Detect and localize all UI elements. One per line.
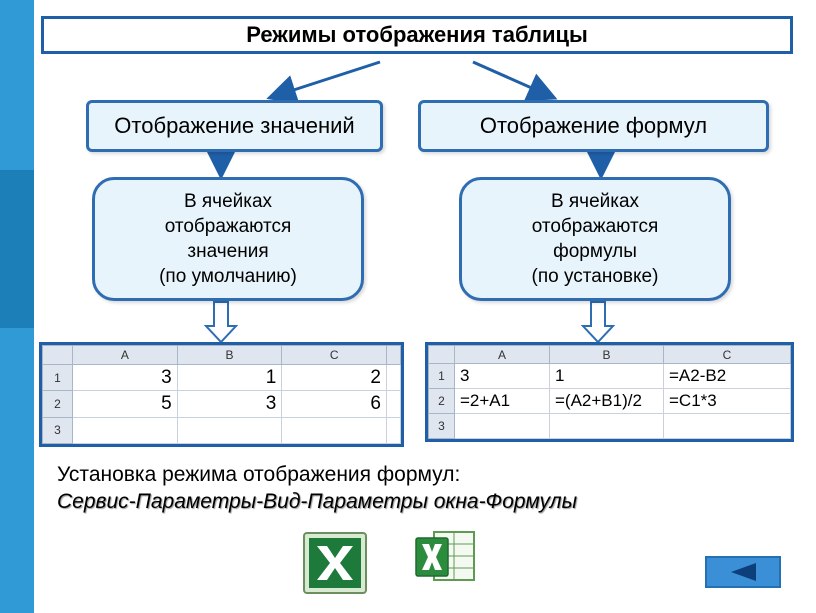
spreadsheet-formulas: [425, 342, 794, 442]
column-header: B: [177, 346, 282, 365]
cell-c2: =C1*3: [664, 389, 791, 414]
column-header: C: [664, 346, 791, 364]
cell-a2: =2+A1: [455, 389, 550, 414]
desc-values-line: отображаются: [164, 216, 292, 237]
cell-b2: =(A2+B1)/2: [550, 389, 664, 414]
cell-filler: [387, 364, 401, 390]
column-header: A: [455, 346, 550, 364]
column-header-filler: [387, 346, 401, 365]
cell-c2: 6: [282, 391, 387, 417]
cell-a1: 3: [73, 364, 178, 390]
cell-a3: [73, 417, 178, 443]
column-header: A: [73, 346, 178, 365]
row-header: 1: [43, 364, 73, 390]
corner-cell: [429, 346, 455, 364]
row-header: 3: [43, 417, 73, 443]
cell-a3: [455, 414, 550, 439]
excel-icon-new[interactable]: [414, 528, 476, 584]
back-button[interactable]: [705, 556, 781, 588]
row-header: 3: [429, 414, 455, 439]
mode-formulas-label: Отображение формул: [479, 113, 708, 138]
cell-c1: =A2-B2: [664, 364, 791, 389]
cell-b3: [550, 414, 664, 439]
desc-values-line: значения: [187, 241, 269, 262]
cell-c1: 2: [282, 364, 387, 390]
caption-line: Установка режима отображения формул:: [57, 463, 461, 486]
row-header: 2: [429, 389, 455, 414]
cell-a1: 3: [455, 364, 550, 389]
cell-b1: 1: [177, 364, 282, 390]
cell-b1: 1: [550, 364, 664, 389]
desc-formulas-line: В ячейках: [550, 191, 640, 212]
mode-formulas-box: [418, 100, 769, 152]
arrow-title-to-values: [272, 62, 380, 97]
row-header: 1: [429, 364, 455, 389]
arrow-title-to-formulas: [473, 62, 552, 97]
column-header: B: [550, 346, 664, 364]
back-arrow-icon: [728, 561, 758, 583]
mode-values-box: [86, 100, 383, 152]
excel-icon-old[interactable]: [303, 532, 367, 594]
cell-c3: [282, 417, 387, 443]
block-arrow-formulas: [583, 302, 613, 342]
row-header: 2: [43, 391, 73, 417]
corner-cell: [43, 346, 73, 365]
instruction-caption: [57, 461, 577, 515]
desc-values-box: [92, 177, 364, 301]
diagram-title: Режимы отображения таблицы: [41, 16, 793, 54]
desc-formulas-line: формулы: [553, 241, 637, 262]
menu-path: Сервис-Параметры-Вид-Параметры окна-Формулы: [57, 490, 578, 513]
block-arrow-values: [206, 302, 236, 342]
desc-formulas-box: [459, 177, 731, 301]
cell-filler: [387, 417, 401, 443]
spreadsheet-values: [39, 342, 404, 447]
cell-c3: [664, 414, 791, 439]
desc-formulas-line: (по установке): [531, 266, 659, 287]
desc-values-line: В ячейках: [183, 191, 273, 212]
desc-formulas-line: отображаются: [531, 216, 659, 237]
mode-values-label: Отображение значений: [114, 113, 355, 138]
column-header: C: [282, 346, 387, 365]
cell-a2: 5: [73, 391, 178, 417]
cell-b2: 3: [177, 391, 282, 417]
cell-b3: [177, 417, 282, 443]
desc-values-line: (по умолчанию): [159, 266, 297, 287]
cell-filler: [387, 391, 401, 417]
